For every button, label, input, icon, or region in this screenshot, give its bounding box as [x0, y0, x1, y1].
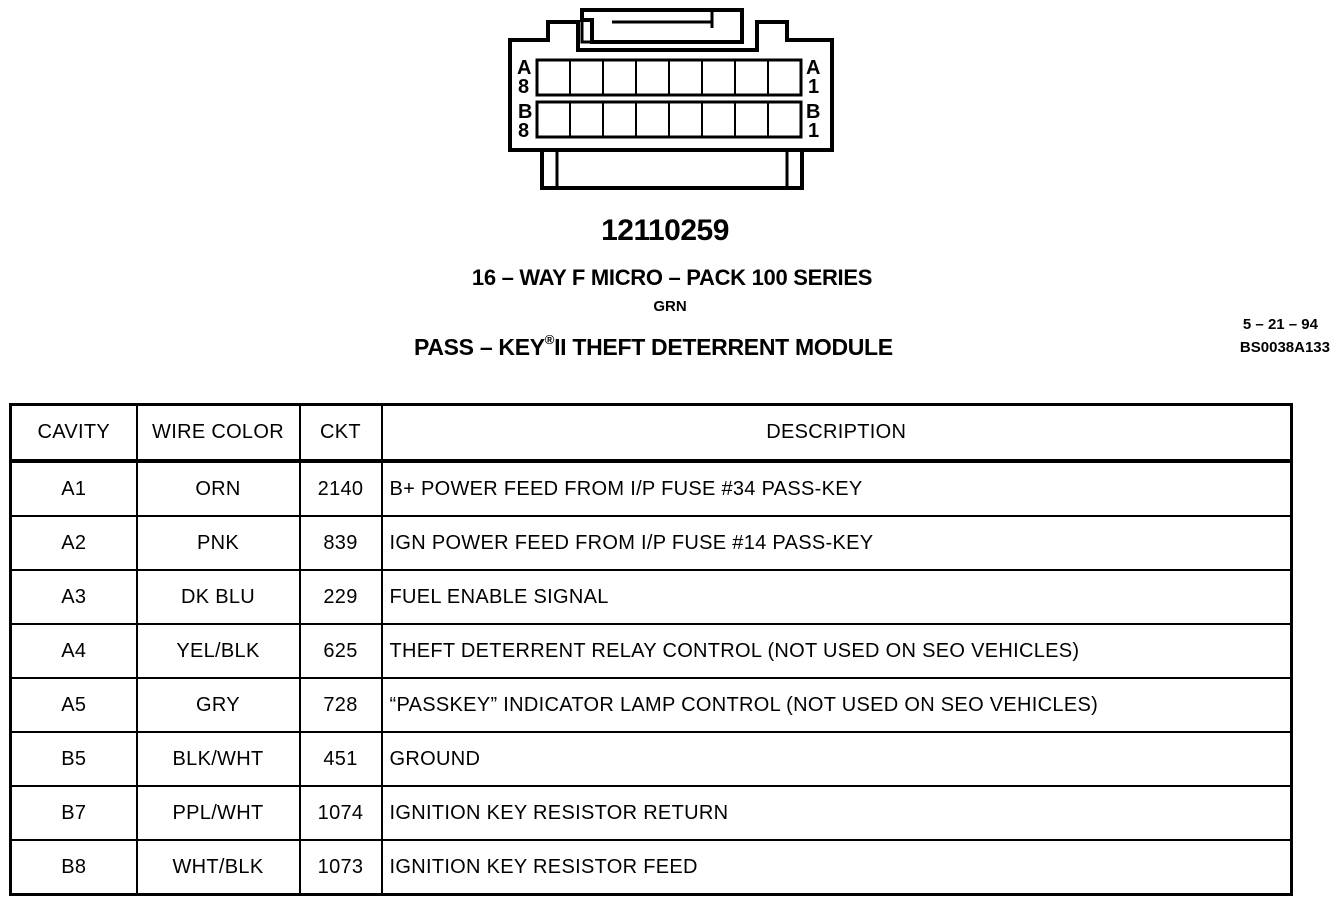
- module-title: [414, 334, 893, 361]
- table-row: [11, 624, 1292, 678]
- cavity-row-b-dividers: [570, 102, 768, 137]
- cell-ckt: 728: [300, 678, 382, 732]
- cell-description: GROUND: [382, 732, 1292, 786]
- cell-ckt: 229: [300, 570, 382, 624]
- table-row: [11, 570, 1292, 624]
- cell-wire-color: WHT/BLK: [137, 840, 300, 895]
- cell-description: B+ POWER FEED FROM I/P FUSE #34 PASS-KEY: [382, 461, 1292, 516]
- cell-cavity: A1: [11, 461, 137, 516]
- header-ckt: CKT: [300, 405, 382, 462]
- cell-description: THEFT DETERRENT RELAY CONTROL (NOT USED ON SEO VEHICLES): [382, 624, 1292, 678]
- module-title-prefix: PASS – KEY: [414, 334, 545, 360]
- cell-description: “PASSKEY” INDICATOR LAMP CONTROL (NOT USED ON SEO VEHICLES): [382, 678, 1292, 732]
- table-header-row: [11, 405, 1292, 462]
- registered-mark: ®: [544, 332, 555, 348]
- cell-wire-color: GRY: [137, 678, 300, 732]
- cell-wire-color: YEL/BLK: [137, 624, 300, 678]
- cell-cavity: A3: [11, 570, 137, 624]
- cell-wire-color: DK BLU: [137, 570, 300, 624]
- header-wire-color: WIRE COLOR: [137, 405, 300, 462]
- row-a-right-letter: A: [806, 57, 821, 79]
- cell-cavity: B5: [11, 732, 137, 786]
- header-description: DESCRIPTION: [382, 405, 1292, 462]
- module-title-suffix: II THEFT DETERRENT MODULE: [554, 334, 893, 360]
- row-a-right-number: 1: [808, 76, 820, 98]
- cell-cavity: A4: [11, 624, 137, 678]
- reference-code: BS0038A133: [1239, 339, 1330, 356]
- row-b-right-letter: B: [806, 101, 821, 123]
- header-cavity: CAVITY: [11, 405, 137, 462]
- cell-cavity: B7: [11, 786, 137, 840]
- cell-cavity: A2: [11, 516, 137, 570]
- cell-wire-color: PPL/WHT: [137, 786, 300, 840]
- cell-description: IGNITION KEY RESISTOR FEED: [382, 840, 1292, 895]
- row-a-left-letter: A: [517, 57, 532, 79]
- cell-description: IGNITION KEY RESISTOR RETURN: [382, 786, 1292, 840]
- cell-cavity: A5: [11, 678, 137, 732]
- cell-wire-color: BLK/WHT: [137, 732, 300, 786]
- cell-ckt: 2140: [300, 461, 382, 516]
- cell-ckt: 625: [300, 624, 382, 678]
- connector-color: GRN: [653, 298, 687, 315]
- cell-ckt: 1073: [300, 840, 382, 895]
- cell-wire-color: PNK: [137, 516, 300, 570]
- table-row: [11, 732, 1292, 786]
- cell-wire-color: ORN: [137, 461, 300, 516]
- reference-date: 5 – 21 – 94: [1242, 316, 1318, 333]
- table-row: [11, 786, 1292, 840]
- table-row: [11, 461, 1292, 516]
- connector-face-diagram: [0, 0, 1344, 210]
- table-row: [11, 678, 1292, 732]
- row-b-left-number: 8: [518, 120, 530, 142]
- connector-bottom-key: [542, 150, 802, 188]
- connector-name: 16 – WAY F MICRO – PACK 100 SERIES: [471, 265, 873, 290]
- cavity-row-a-dividers: [570, 60, 768, 95]
- row-b-right-number: 1: [808, 120, 820, 142]
- cell-ckt: 839: [300, 516, 382, 570]
- cell-description: IGN POWER FEED FROM I/P FUSE #14 PASS-KEY: [382, 516, 1292, 570]
- table-row: [11, 840, 1292, 895]
- cell-cavity: B8: [11, 840, 137, 895]
- part-number: 12110259: [601, 214, 729, 247]
- cell-description: FUEL ENABLE SIGNAL: [382, 570, 1292, 624]
- row-b-left-letter: B: [518, 101, 533, 123]
- cell-ckt: 1074: [300, 786, 382, 840]
- cell-ckt: 451: [300, 732, 382, 786]
- circuit-table: [9, 403, 1293, 896]
- table-row: [11, 516, 1292, 570]
- row-a-left-number: 8: [518, 76, 530, 98]
- connector-latch: [582, 10, 742, 42]
